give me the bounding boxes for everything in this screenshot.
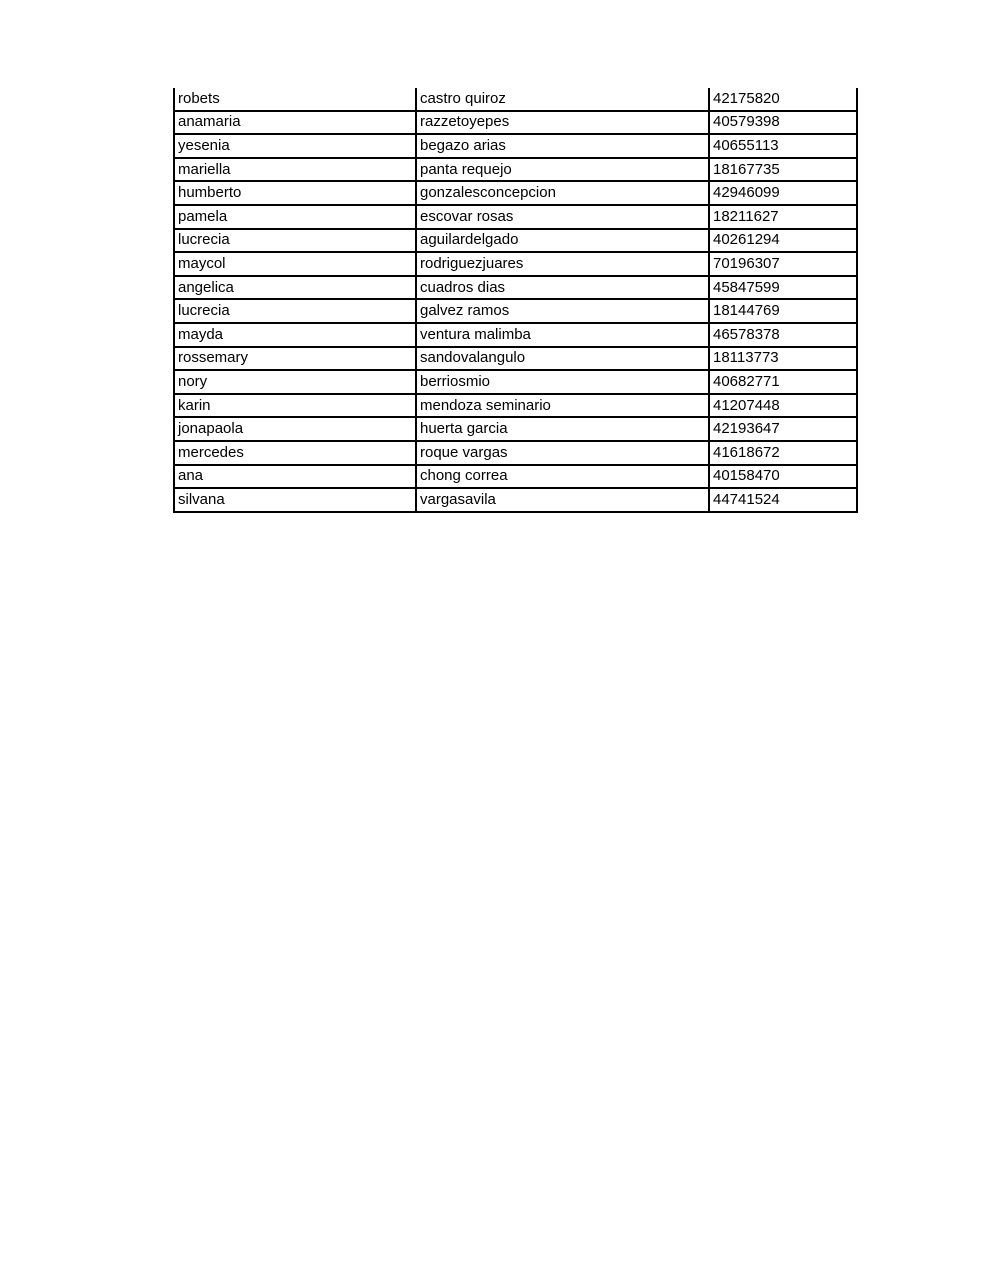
cell-document-number: 18167735 [709,158,857,182]
cell-first-name: jonapaola [174,417,416,441]
cell-first-name: karin [174,394,416,418]
cell-last-name: cuadros dias [416,276,709,300]
table-row [174,299,857,323]
cell-last-name: razzetoyepes [416,111,709,135]
cell-document-number: 41618672 [709,441,857,465]
cell-document-number: 45847599 [709,276,857,300]
cell-last-name: ventura malimba [416,323,709,347]
cell-first-name: humberto [174,181,416,205]
cell-last-name: chong correa [416,465,709,489]
cell-last-name: sandovalangulo [416,347,709,371]
cell-document-number: 46578378 [709,323,857,347]
cell-document-number: 40682771 [709,370,857,394]
cell-document-number: 18211627 [709,205,857,229]
table-body [174,88,857,512]
cell-last-name: panta requejo [416,158,709,182]
cell-document-number: 42175820 [709,88,857,111]
cell-last-name: galvez ramos [416,299,709,323]
table-row [174,323,857,347]
cell-first-name: anamaria [174,111,416,135]
cell-first-name: angelica [174,276,416,300]
cell-first-name: mayda [174,323,416,347]
cell-document-number: 40158470 [709,465,857,489]
table-row [174,111,857,135]
cell-document-number: 40261294 [709,229,857,253]
cell-last-name: rodriguezjuares [416,252,709,276]
cell-first-name: yesenia [174,134,416,158]
table-row [174,88,857,111]
cell-first-name: lucrecia [174,299,416,323]
cell-first-name: mariella [174,158,416,182]
cell-document-number: 44741524 [709,488,857,512]
table-row [174,394,857,418]
cell-first-name: ana [174,465,416,489]
cell-document-number: 42193647 [709,417,857,441]
cell-first-name: nory [174,370,416,394]
cell-first-name: pamela [174,205,416,229]
cell-last-name: berriosmio [416,370,709,394]
cell-last-name: begazo arias [416,134,709,158]
cell-first-name: robets [174,88,416,111]
cell-first-name: mercedes [174,441,416,465]
table-row [174,465,857,489]
cell-last-name: castro quiroz [416,88,709,111]
cell-document-number: 40655113 [709,134,857,158]
cell-last-name: aguilardelgado [416,229,709,253]
cell-document-number: 42946099 [709,181,857,205]
cell-last-name: roque vargas [416,441,709,465]
table-row [174,370,857,394]
table-row [174,417,857,441]
cell-document-number: 70196307 [709,252,857,276]
cell-last-name: mendoza seminario [416,394,709,418]
table-row [174,229,857,253]
cell-last-name: escovar rosas [416,205,709,229]
cell-last-name: vargasavila [416,488,709,512]
table-row [174,205,857,229]
table-row [174,181,857,205]
table-row [174,488,857,512]
cell-document-number: 18144769 [709,299,857,323]
names-table [173,88,858,513]
table-row [174,347,857,371]
cell-first-name: maycol [174,252,416,276]
table-row [174,276,857,300]
cell-document-number: 40579398 [709,111,857,135]
cell-last-name: gonzalesconcepcion [416,181,709,205]
cell-first-name: lucrecia [174,229,416,253]
cell-last-name: huerta garcia [416,417,709,441]
table-row [174,441,857,465]
table-row [174,252,857,276]
cell-document-number: 18113773 [709,347,857,371]
cell-document-number: 41207448 [709,394,857,418]
table-row [174,134,857,158]
table-row [174,158,857,182]
cell-first-name: silvana [174,488,416,512]
cell-first-name: rossemary [174,347,416,371]
